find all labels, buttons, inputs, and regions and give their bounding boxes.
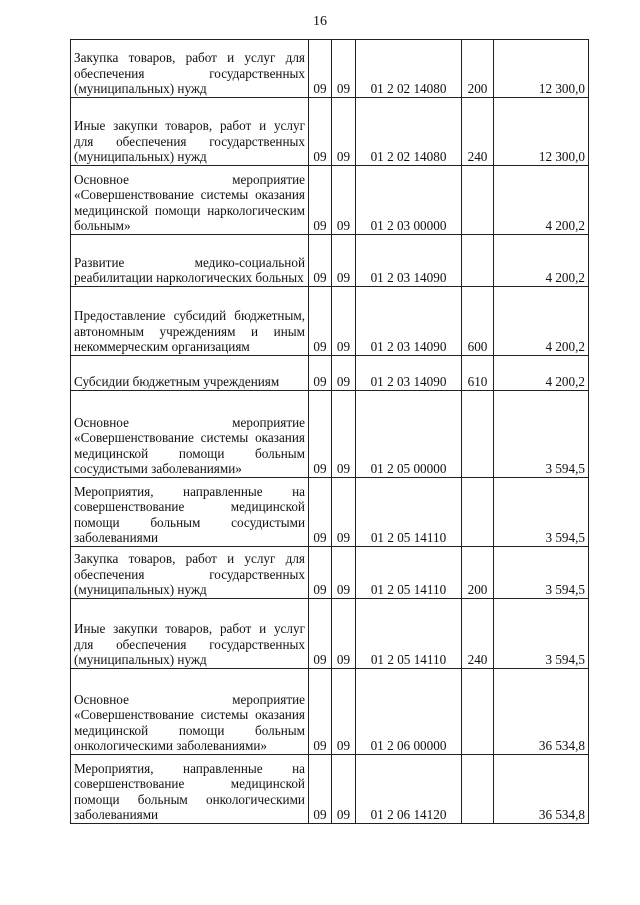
table-row [71, 391, 589, 478]
section-code: 09 [309, 755, 332, 824]
expense-type-code: 610 [462, 356, 494, 391]
row-name: Основное мероприятие «Совершенствование системы оказания медицинской помощи больным онкологическими заболеваниями» [71, 669, 309, 755]
row-name: Иные закупки товаров, работ и услуг для обеспечения государственных (муниципальных) нужд [71, 599, 309, 669]
expense-type-code [462, 166, 494, 235]
table-row [71, 235, 589, 287]
subsection-code: 09 [332, 235, 356, 287]
section-code: 09 [309, 391, 332, 478]
row-name: Основное мероприятие «Совершенствование системы оказания медицинской помощи больным сосудистыми заболеваниями» [71, 391, 309, 478]
amount: 3 594,5 [494, 547, 589, 599]
section-code: 09 [309, 356, 332, 391]
table-row [71, 755, 589, 824]
target-article-code: 01 2 05 00000 [356, 391, 462, 478]
target-article-code: 01 2 05 14110 [356, 478, 462, 547]
target-article-code: 01 2 02 14080 [356, 98, 462, 166]
section-code: 09 [309, 287, 332, 356]
expense-type-code: 240 [462, 98, 494, 166]
budget-table [70, 39, 589, 824]
target-article-code: 01 2 03 14090 [356, 356, 462, 391]
subsection-code: 09 [332, 599, 356, 669]
target-article-code: 01 2 06 00000 [356, 669, 462, 755]
expense-type-code [462, 391, 494, 478]
subsection-code: 09 [332, 287, 356, 356]
section-code: 09 [309, 40, 332, 98]
amount: 4 200,2 [494, 287, 589, 356]
table-row [71, 599, 589, 669]
subsection-code: 09 [332, 391, 356, 478]
target-article-code: 01 2 05 14110 [356, 599, 462, 669]
subsection-code: 09 [332, 166, 356, 235]
amount: 12 300,0 [494, 98, 589, 166]
row-name: Закупка товаров, работ и услуг для обеспечения государственных (муниципальных) нужд [71, 40, 309, 98]
table-row [71, 98, 589, 166]
target-article-code: 01 2 06 14120 [356, 755, 462, 824]
section-code: 09 [309, 547, 332, 599]
amount: 36 534,8 [494, 669, 589, 755]
target-article-code: 01 2 03 14090 [356, 235, 462, 287]
subsection-code: 09 [332, 669, 356, 755]
row-name: Закупка товаров, работ и услуг для обеспечения государственных (муниципальных) нужд [71, 547, 309, 599]
amount: 3 594,5 [494, 599, 589, 669]
subsection-code: 09 [332, 356, 356, 391]
amount: 3 594,5 [494, 478, 589, 547]
amount: 3 594,5 [494, 391, 589, 478]
subsection-code: 09 [332, 40, 356, 98]
row-name: Мероприятия, направленные на совершенствование медицинской помощи больным онкологическими заболеваниями [71, 755, 309, 824]
table-row [71, 166, 589, 235]
section-code: 09 [309, 478, 332, 547]
target-article-code: 01 2 03 00000 [356, 166, 462, 235]
section-code: 09 [309, 669, 332, 755]
target-article-code: 01 2 02 14080 [356, 40, 462, 98]
section-code: 09 [309, 235, 332, 287]
subsection-code: 09 [332, 755, 356, 824]
table-row [71, 669, 589, 755]
expense-type-code [462, 669, 494, 755]
section-code: 09 [309, 599, 332, 669]
table-row [71, 356, 589, 391]
target-article-code: 01 2 03 14090 [356, 287, 462, 356]
amount: 4 200,2 [494, 356, 589, 391]
subsection-code: 09 [332, 547, 356, 599]
page-number: 16 [313, 14, 327, 29]
expense-type-code: 240 [462, 599, 494, 669]
amount: 4 200,2 [494, 235, 589, 287]
row-name: Субсидии бюджетным учреждениям [71, 356, 309, 391]
subsection-code: 09 [332, 98, 356, 166]
subsection-code: 09 [332, 478, 356, 547]
expense-type-code [462, 755, 494, 824]
expense-type-code [462, 235, 494, 287]
section-code: 09 [309, 98, 332, 166]
expense-type-code: 200 [462, 40, 494, 98]
amount: 4 200,2 [494, 166, 589, 235]
table-row [71, 547, 589, 599]
section-code: 09 [309, 166, 332, 235]
row-name: Иные закупки товаров, работ и услуг для обеспечения государственных (муниципальных) нужд [71, 98, 309, 166]
table-row [71, 287, 589, 356]
row-name: Мероприятия, направленные на совершенствование медицинской помощи больным сосудистыми заболеваниями [71, 478, 309, 547]
expense-type-code [462, 478, 494, 547]
budget-table-body [71, 40, 589, 824]
table-row [71, 478, 589, 547]
expense-type-code: 600 [462, 287, 494, 356]
table-row [71, 40, 589, 98]
amount: 36 534,8 [494, 755, 589, 824]
target-article-code: 01 2 05 14110 [356, 547, 462, 599]
amount: 12 300,0 [494, 40, 589, 98]
row-name: Предоставление субсидий бюджетным, автономным учреждениям и иным некоммерческим организациям [71, 287, 309, 356]
row-name: Развитие медико-социальной реабилитации наркологических больных [71, 235, 309, 287]
row-name: Основное мероприятие «Совершенствование системы оказания медицинской помощи наркологическим больным» [71, 166, 309, 235]
expense-type-code: 200 [462, 547, 494, 599]
